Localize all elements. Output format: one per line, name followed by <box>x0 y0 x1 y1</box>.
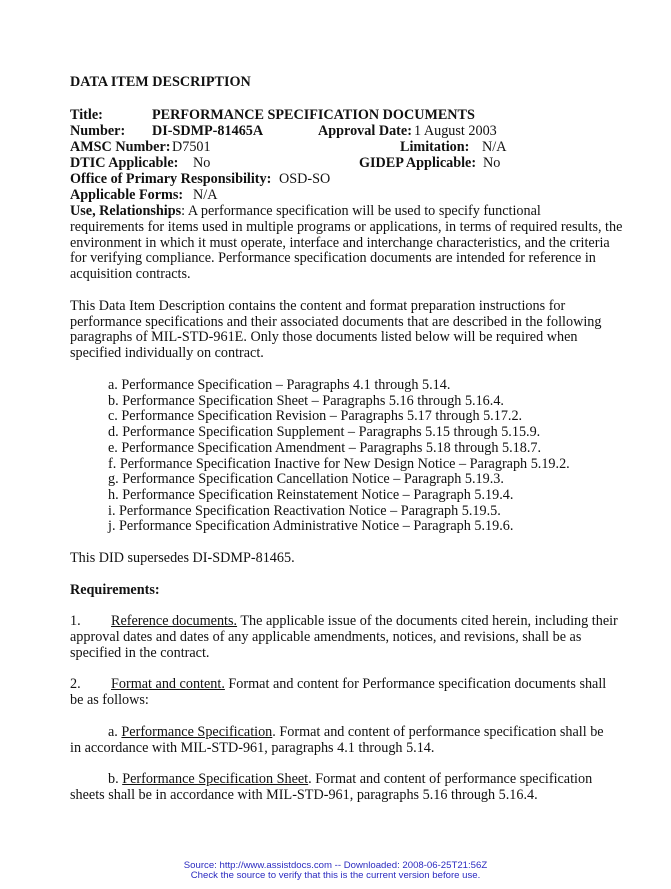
document-heading: DATA ITEM DESCRIPTION <box>70 74 251 90</box>
use-relationships-text: acquisition contracts. <box>70 266 191 282</box>
requirement-1-line <box>111 613 618 630</box>
requirement-2-text: be as follows: <box>70 692 149 708</box>
use-relationships-line <box>70 203 541 220</box>
requirement-2a-prefix: a. <box>108 724 122 740</box>
document-list-item: e. Performance Specification Amendment – Paragraphs 5.18 through 5.18.7. <box>108 440 542 456</box>
requirement-2-title: Format and content. <box>111 676 225 692</box>
use-relationships-label: Use, Relationships <box>70 203 182 219</box>
requirement-2b-prefix: b. <box>108 771 123 787</box>
opr-value: OSD-SO <box>279 171 331 187</box>
applicable-forms-value: N/A <box>193 187 218 203</box>
amsc-number-label: AMSC Number: <box>70 139 171 155</box>
document-list-item: i. Performance Specification Reactivation Notice – Paragraph 5.19.5. <box>108 503 501 519</box>
requirement-2a-line <box>108 724 604 741</box>
use-relationships-text: for verifying compliance. Performance specification documents are intended for reference in <box>70 250 596 266</box>
source-footer: Source: http://www.assistdocs.com -- Downloaded: 2008-06-25T21:56Z <box>183 860 488 871</box>
use-relationships-text: : A performance specification will be used to specify functional <box>181 203 541 219</box>
requirement-2-text: Format and content for Performance specification documents shall <box>224 676 607 692</box>
intro-paragraph-line: paragraphs of MIL-STD-961E. Only those documents listed below will be required when <box>70 329 578 345</box>
verification-footer: Check the source to verify that this is the current version before use. <box>190 870 481 881</box>
requirement-2a-text: in accordance with MIL-STD-961, paragraphs 4.1 through 5.14. <box>70 740 435 756</box>
intro-paragraph-line: specified individually on contract. <box>70 345 264 361</box>
document-list-item: d. Performance Specification Supplement – Paragraphs 5.15 through 5.15.9. <box>108 424 541 440</box>
limitation-value: N/A <box>482 139 507 155</box>
number-value: DI-SDMP-81465A <box>152 123 264 139</box>
limitation-label: Limitation: <box>400 139 470 155</box>
title-value: PERFORMANCE SPECIFICATION DOCUMENTS <box>152 107 475 123</box>
requirement-2b-title: Performance Specification Sheet <box>122 771 309 787</box>
approval-date-value: 1 August 2003 <box>414 123 497 139</box>
supersedes-note: This DID supersedes DI-SDMP-81465. <box>70 550 295 566</box>
requirement-1-text: approval dates and dates of any applicable amendments, notices, and revisions, shall be as <box>70 629 582 645</box>
gidep-applicable-label: GIDEP Applicable: <box>359 155 477 171</box>
requirement-2-number: 2. <box>70 676 81 692</box>
dtic-applicable-value: No <box>193 155 211 171</box>
document-list-item: b. Performance Specification Sheet – Paragraphs 5.16 through 5.16.4. <box>108 393 504 409</box>
opr-label: Office of Primary Responsibility: <box>70 171 272 187</box>
requirement-1-title: Reference documents. <box>111 613 238 629</box>
dtic-applicable-label: DTIC Applicable: <box>70 155 179 171</box>
requirement-1-text: specified in the contract. <box>70 645 210 661</box>
approval-date-label: Approval Date: <box>318 123 412 139</box>
number-label: Number: <box>70 123 126 139</box>
gidep-applicable-value: No <box>483 155 501 171</box>
document-list-item: a. Performance Specification – Paragraphs 4.1 through 5.14. <box>108 377 451 393</box>
use-relationships-text: environment in which it must operate, interface and interchange characteristics, and the criteria <box>70 235 610 251</box>
applicable-forms-label: Applicable Forms: <box>70 187 184 203</box>
requirement-1-text: The applicable issue of the documents cited herein, including their <box>237 613 618 629</box>
document-list-item: f. Performance Specification Inactive for New Design Notice – Paragraph 5.19.2. <box>108 456 570 472</box>
requirement-2-line <box>111 676 606 693</box>
document-list-item: j. Performance Specification Administrative Notice – Paragraph 5.19.6. <box>108 518 514 534</box>
document-list-item: h. Performance Specification Reinstatement Notice – Paragraph 5.19.4. <box>108 487 514 503</box>
requirements-heading: Requirements: <box>70 582 160 598</box>
intro-paragraph-line: performance specifications and their associated documents that are described in the following <box>70 314 602 330</box>
requirement-2b-text: sheets shall be in accordance with MIL-STD-961, paragraphs 5.16 through 5.16.4. <box>70 787 538 803</box>
amsc-number-value: D7501 <box>172 139 211 155</box>
requirement-2b-line <box>108 771 592 788</box>
requirement-2a-title: Performance Specification <box>121 724 273 740</box>
requirement-2b-text: . Format and content of performance specification <box>308 771 593 787</box>
requirement-2a-text: . Format and content of performance specification shall be <box>272 724 604 740</box>
requirement-1-number: 1. <box>70 613 81 629</box>
document-list-item: c. Performance Specification Revision – Paragraphs 5.17 through 5.17.2. <box>108 408 523 424</box>
intro-paragraph-line: This Data Item Description contains the content and format preparation instructions for <box>70 298 566 314</box>
use-relationships-text: requirements for items used in multiple programs or applications, in terms of required results, the <box>70 219 623 235</box>
document-list-item: g. Performance Specification Cancellation Notice – Paragraph 5.19.3. <box>108 471 504 487</box>
title-label: Title: <box>70 107 103 123</box>
